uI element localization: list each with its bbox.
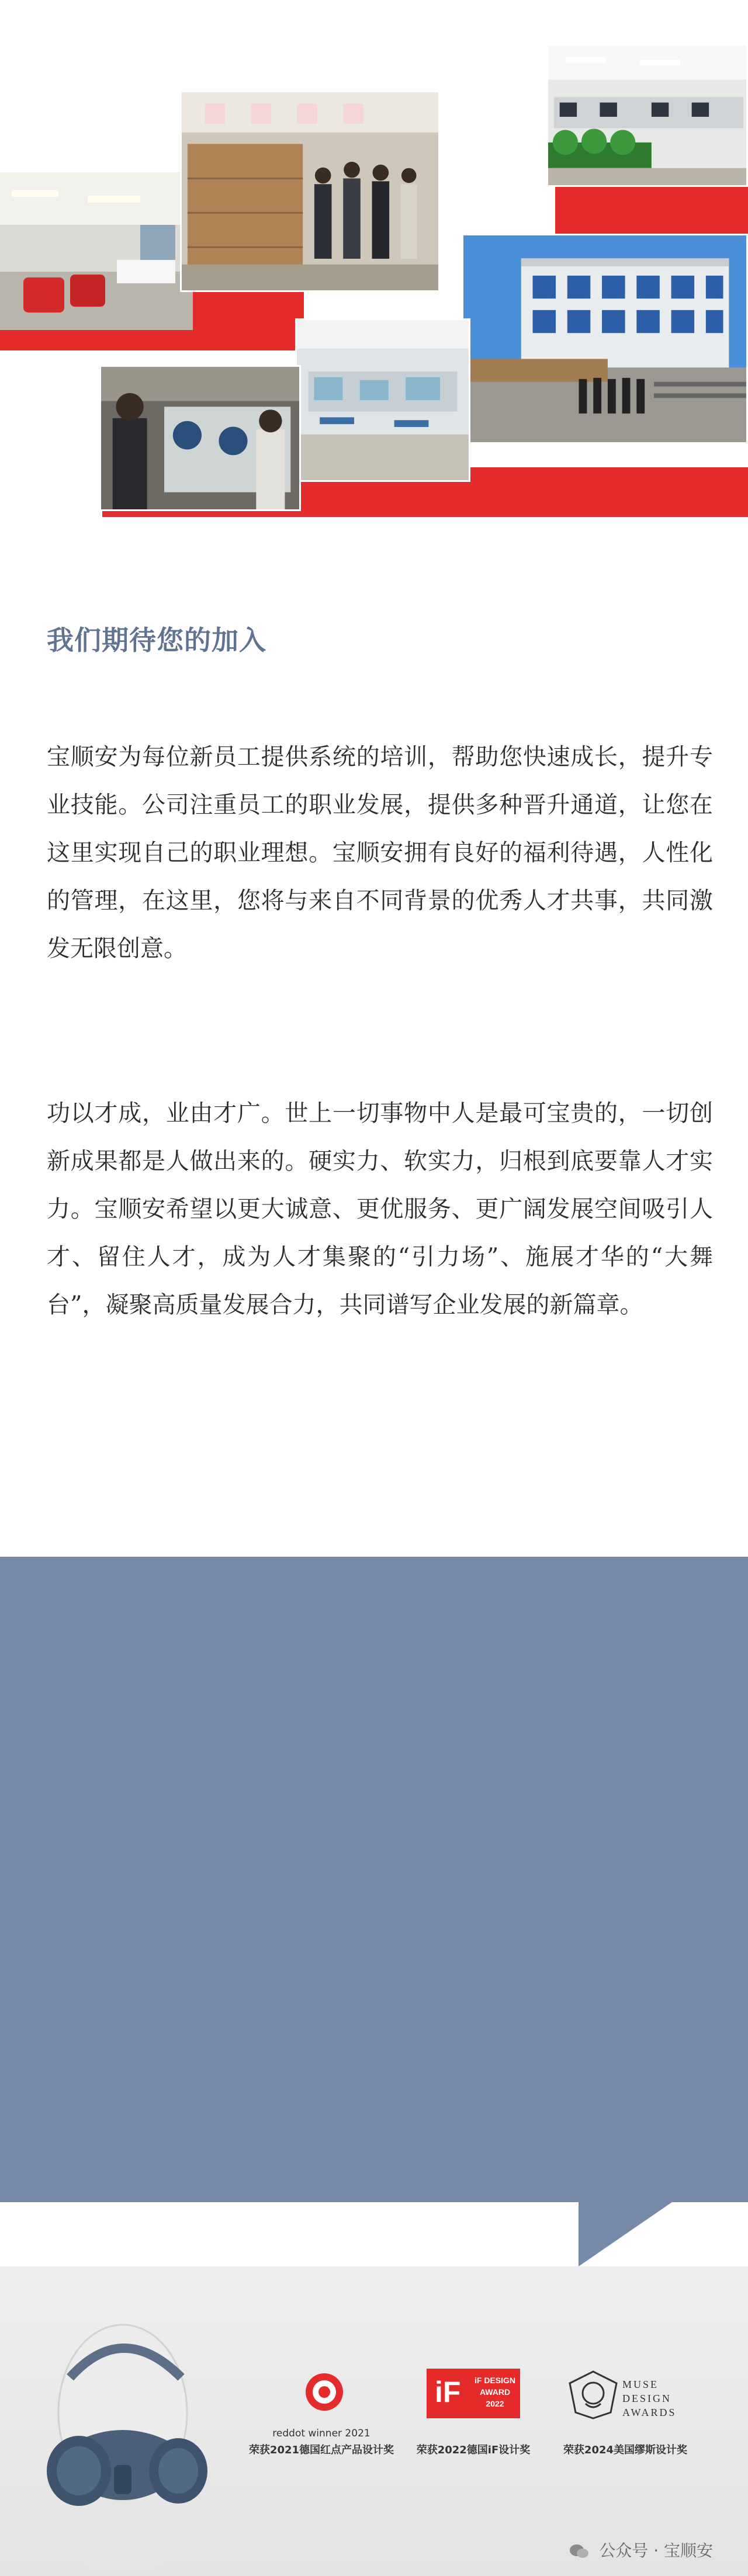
footer-awards-banner bbox=[0, 2266, 748, 2576]
award-if bbox=[397, 2360, 549, 2457]
wechat-icon bbox=[569, 2544, 589, 2559]
talent-paragraph: 功以才成，业由才广。世上一切事物中人是最可宝贵的，一切创新成果都是人做出来的。硬实力、软实力，归根到底要靠人才实力。宝顺安希望以更大诚意、更优服务、更广阔发展空间吸引人才、留住人才，成为人才集聚的“引力场”、施展才华的“大舞台”，凝聚高质量发展合力，共同谱写企业发展的新篇章。 bbox=[47, 1100, 713, 1318]
contact-panel bbox=[0, 1557, 748, 2202]
production-line-photo bbox=[295, 318, 470, 482]
awards-row bbox=[245, 2360, 725, 2477]
reddot-logo-icon bbox=[304, 2372, 345, 2412]
if-logo-text: iF DESIGN AWARD 2022 bbox=[474, 2376, 515, 2408]
speech-bubble-tail bbox=[579, 2202, 672, 2266]
respirator-mask-icon bbox=[23, 2296, 234, 2570]
if-design-award-icon: iF iF DESIGN AWARD 2022 bbox=[427, 2369, 520, 2418]
reddot-caption: 荣获2021德国红点产品设计奖 bbox=[248, 2444, 394, 2456]
if-caption: 荣获2022德国iF设计奖 bbox=[416, 2444, 531, 2456]
source-text: 公众号 · 宝顺安 bbox=[599, 2541, 713, 2560]
lab-inspection-photo bbox=[99, 365, 301, 511]
factory-building-photo bbox=[462, 234, 748, 444]
wechat-source-label bbox=[569, 2538, 713, 2561]
photo-collage bbox=[0, 0, 748, 526]
award-reddot bbox=[245, 2360, 397, 2457]
open-office-photo bbox=[546, 44, 748, 187]
muse-awards-icon bbox=[567, 2369, 619, 2421]
award-muse bbox=[549, 2360, 701, 2457]
section-heading: 我们期待您的加入 bbox=[47, 624, 266, 656]
muse-logo-text: MUSE DESIGN AWARDS bbox=[622, 2379, 677, 2418]
muse-caption: 荣获2024美国缪斯设计奖 bbox=[563, 2444, 688, 2456]
office-interior-photo bbox=[0, 172, 193, 330]
reddot-logo-text: reddot winner 2021 bbox=[272, 2428, 370, 2439]
warehouse-visit-photo bbox=[180, 91, 440, 292]
intro-paragraph: 宝顺安为每位新员工提供系统的培训，帮助您快速成长，提升专业技能。公司注重员工的职业发展，提供多种晋升通道，让您在这里实现自己的职业理想。宝顺安拥有良好的福利待遇，人性化的管理，在这里，您将与来自不同背景的优秀人才共事，共同激发无限创意。 bbox=[47, 744, 713, 962]
